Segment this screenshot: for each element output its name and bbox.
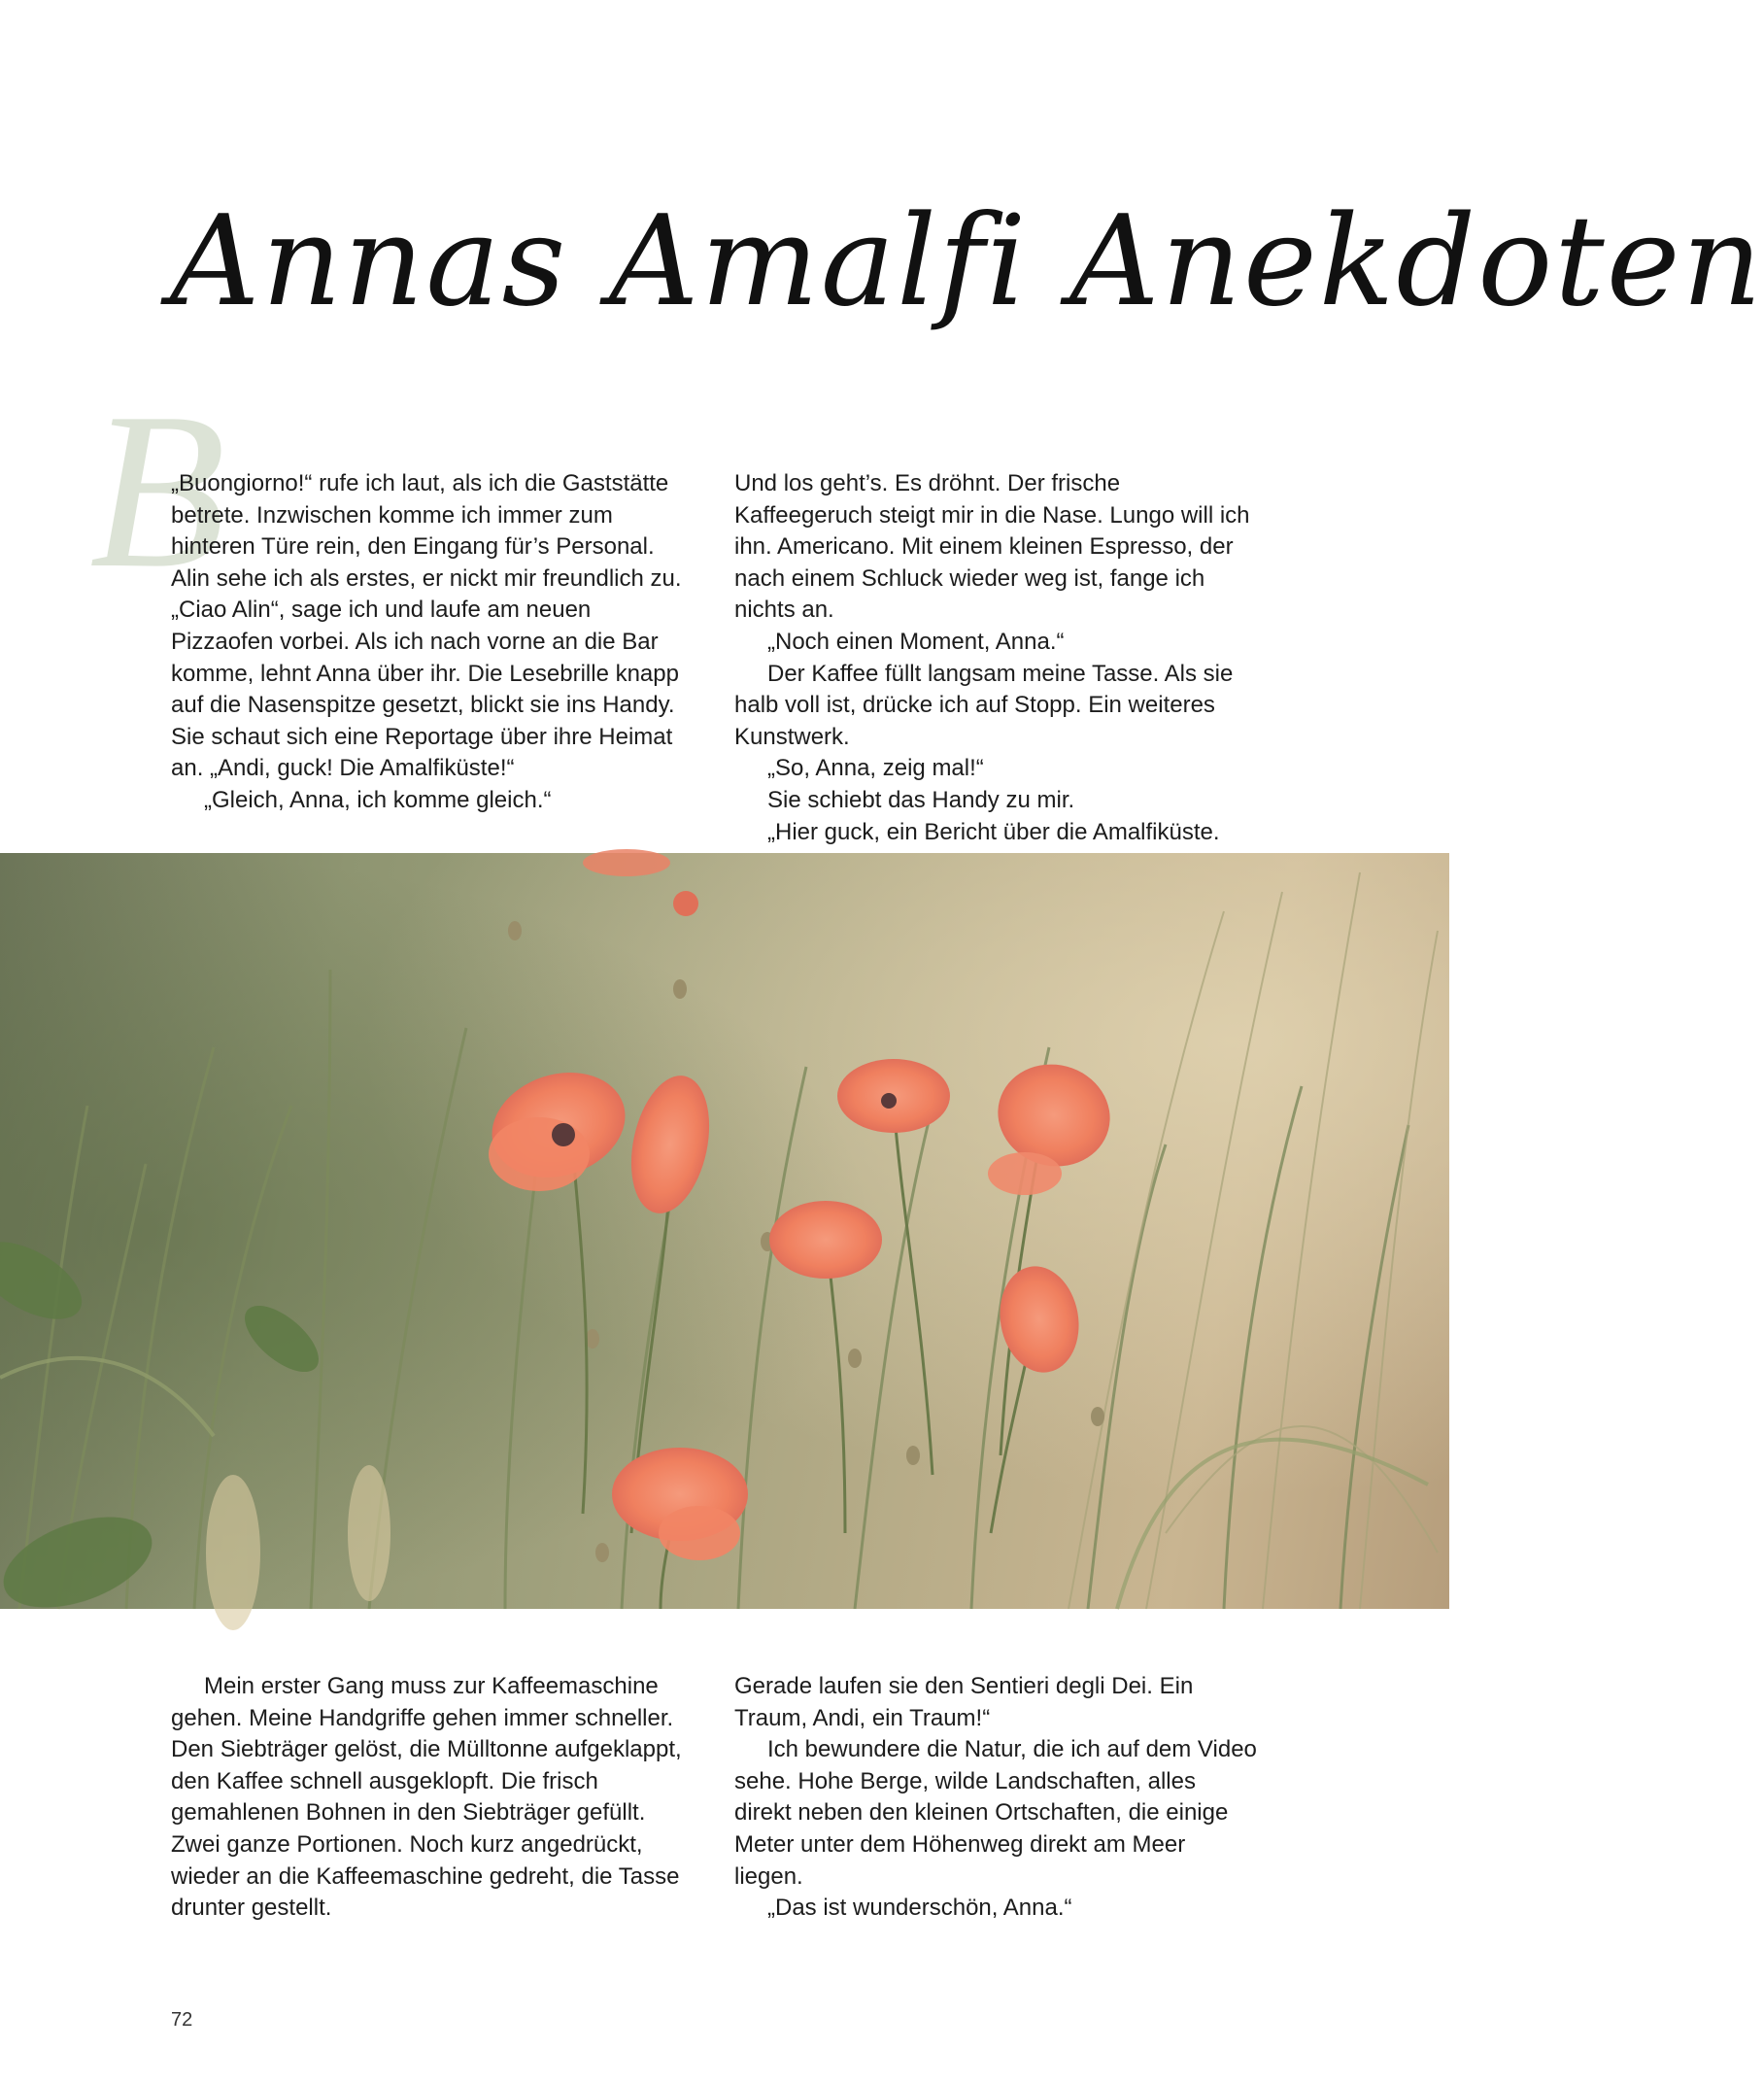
paragraph: „Noch einen Moment, Anna.“ [767, 628, 1065, 655]
text-column-3 [171, 1671, 695, 1925]
paragraph: Und los geht’s. Es dröhnt. Der frische Kaffeegeruch steigt mir in die Nase. Lungo will ich ihn. Americano. Mit einem kleinen Espresso, der nach einem Schluck wieder weg ist, fange ich nichts an. [734, 470, 1250, 624]
paragraph: „Gleich, Anna, ich komme gleich.“ [204, 786, 552, 813]
text-column-4 [734, 1671, 1259, 1925]
paragraph: „Hier guck, ein Bericht über die Amalfiküste. [767, 818, 1220, 845]
paragraph: Ich bewundere die Natur, die ich auf dem Video sehe. Hohe Berge, wilde Landschaften, alles direkt neben den kleinen Ortschaften, die einige Meter unter dem Höhenweg direkt am Meer liegen. [734, 1736, 1257, 1890]
paragraph: „So, Anna, zeig mal!“ [767, 755, 984, 782]
drop-cap: B [89, 366, 226, 614]
article-title: Annas Amalfi Anekdoten [170, 189, 1764, 334]
page-number: 72 [171, 2009, 193, 2031]
text-column-2 [734, 468, 1259, 848]
paragraph: „Buongiorno!“ rufe ich laut, als ich die Gaststätte betrete. Inzwischen komme ich immer zum hinteren Türe rein, den Eingang für’s Personal. Alin sehe ich als erstes, er nickt mir freundlich zu. „Ciao Alin“, sage ich und laufe am neuen Pizzaofen vorbei. Als ich nach vorne an die Bar komme, lehnt Anna über ihr. Die Lesebrille knapp auf die Nasenspitze gesetzt, blickt sie ins Handy. Sie schaut sich eine Reportage über ihre Heimat an. „Andi, guck! Die Amalfiküste!“ [171, 470, 682, 782]
text-column-1 [171, 468, 695, 817]
paragraph: Mein erster Gang muss zur Kaffeemaschine gehen. Meine Handgriffe gehen immer schneller. Den Siebträger gelöst, die Mülltonne aufgeklappt, den Kaffee schnell ausgeklopft. Die frisch gemahlenen Bohnen in den Siebträger gefüllt. Zwei ganze Portionen. Noch kurz angedrückt, wieder an die Kaffeemaschine gedreht, die Tasse drunter gestellt. [171, 1673, 682, 1922]
poppy-field-photo [0, 853, 1449, 1609]
paragraph: Der Kaffee füllt langsam meine Tasse. Als sie halb voll ist, drücke ich auf Stopp. Ein weiteres Kunstwerk. [734, 660, 1234, 750]
paragraph: „Das ist wunderschön, Anna.“ [767, 1895, 1072, 1922]
paragraph: Gerade laufen sie den Sentieri degli Dei. Ein Traum, Andi, ein Traum!“ [734, 1673, 1194, 1731]
paragraph: Sie schiebt das Handy zu mir. [767, 786, 1075, 813]
